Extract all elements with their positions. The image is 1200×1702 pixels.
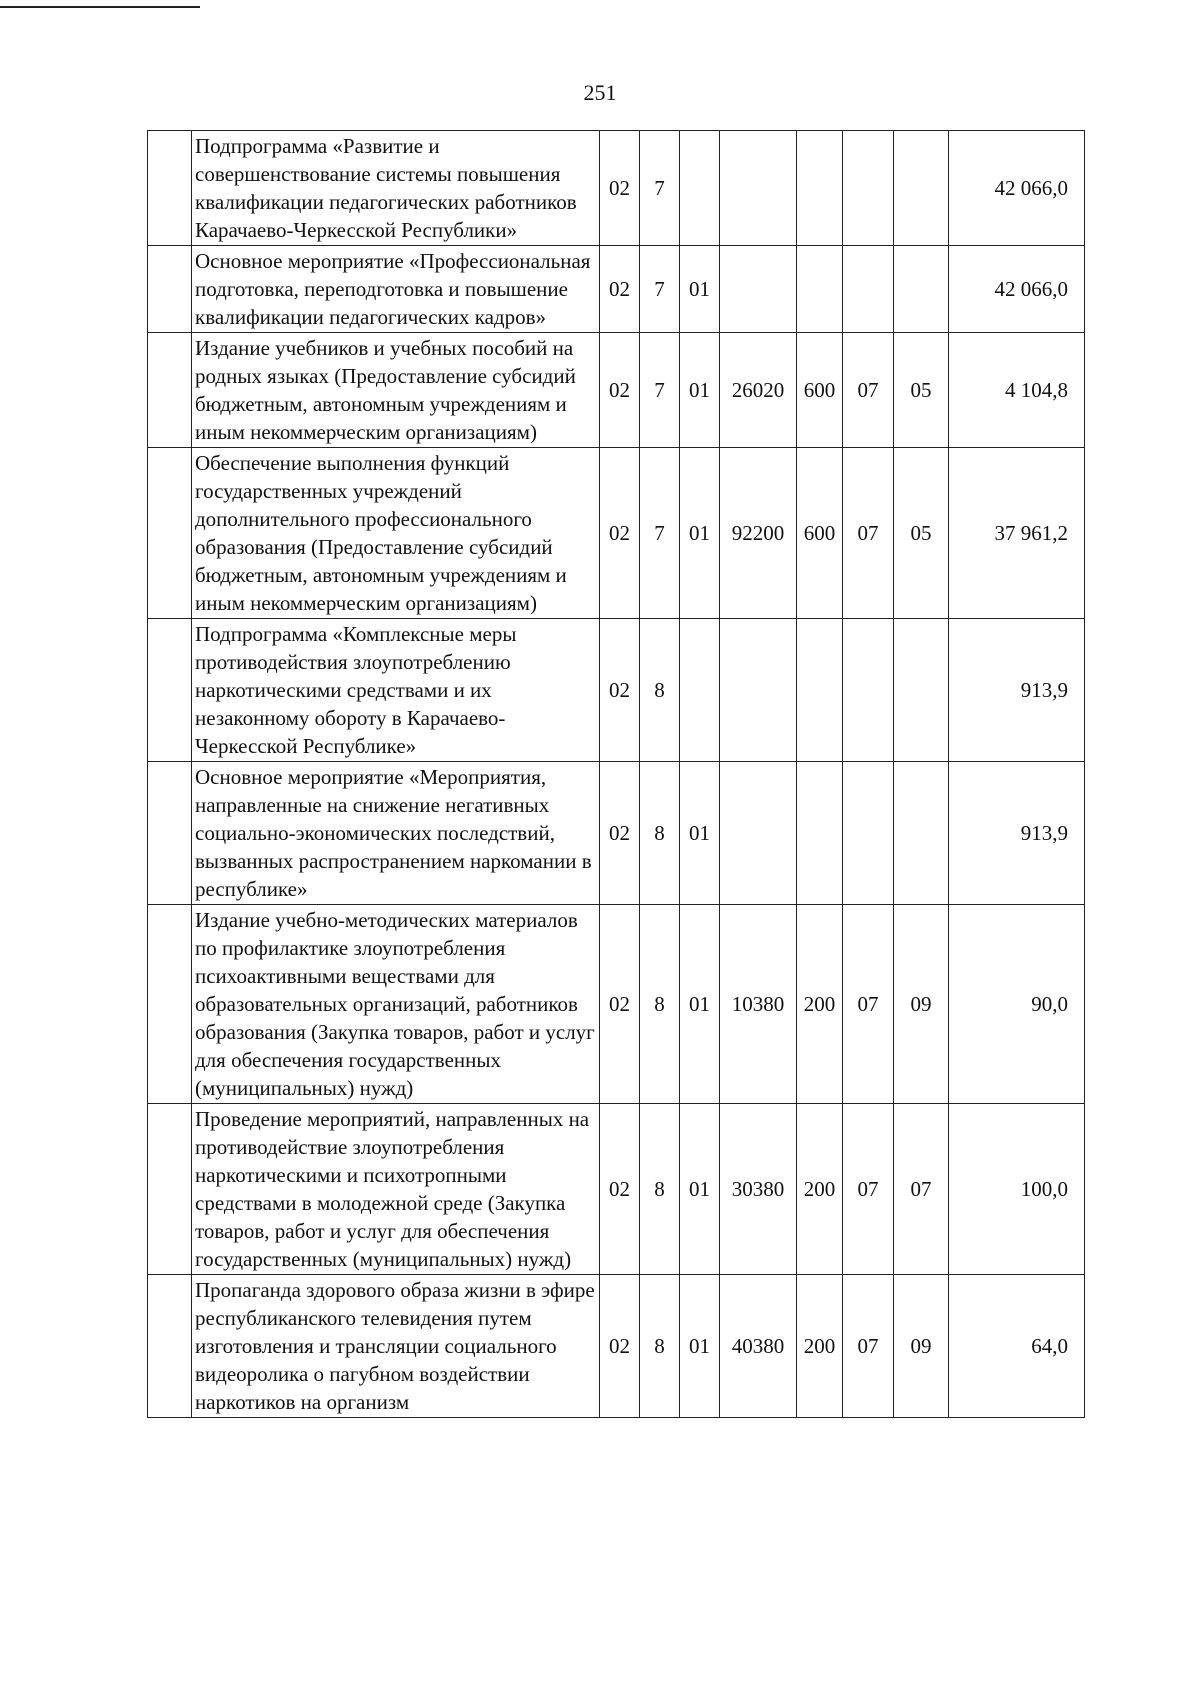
table-row <box>148 333 1085 448</box>
row-amount: 100,0 <box>949 1104 1085 1275</box>
table-row <box>148 246 1085 333</box>
row-blank-cell <box>148 762 192 905</box>
row-code-6 <box>843 762 894 905</box>
row-code-4: 40380 <box>720 1275 797 1418</box>
row-code-4: 92200 <box>720 448 797 619</box>
row-amount: 913,9 <box>949 619 1085 762</box>
row-code-3: 01 <box>680 246 720 333</box>
row-blank-cell <box>148 131 192 246</box>
row-name: Основное мероприятие «Мероприятия, направленные на снижение негативных социально-экономических последствий, вызванных распространением наркомании в республике» <box>192 762 600 905</box>
row-code-6 <box>843 131 894 246</box>
row-code-2: 7 <box>640 131 680 246</box>
row-code-1: 02 <box>600 1104 640 1275</box>
row-code-2: 8 <box>640 905 680 1104</box>
row-code-1: 02 <box>600 333 640 448</box>
row-code-7 <box>894 762 949 905</box>
row-amount: 37 961,2 <box>949 448 1085 619</box>
row-code-6: 07 <box>843 448 894 619</box>
row-code-6: 07 <box>843 1275 894 1418</box>
table-row <box>148 762 1085 905</box>
row-name: Проведение мероприятий, направленных на противодействие злоупотребления наркотическими и психотропными средствами в молодежной среде (Закупка товаров, работ и услуг для обеспечения государственных (муниципальных) нужд) <box>192 1104 600 1275</box>
row-code-4 <box>720 131 797 246</box>
row-amount: 64,0 <box>949 1275 1085 1418</box>
row-code-1: 02 <box>600 448 640 619</box>
row-code-1: 02 <box>600 131 640 246</box>
table-row <box>148 1104 1085 1275</box>
row-code-4 <box>720 619 797 762</box>
row-code-3: 01 <box>680 333 720 448</box>
table-row <box>148 448 1085 619</box>
row-name: Основное мероприятие «Профессиональная подготовка, переподготовка и повышение квалификации педагогических кадров» <box>192 246 600 333</box>
row-code-3: 01 <box>680 1104 720 1275</box>
row-code-4: 26020 <box>720 333 797 448</box>
row-code-5: 200 <box>797 1104 843 1275</box>
row-blank-cell <box>148 1275 192 1418</box>
row-name: Подпрограмма «Комплексные меры противодействия злоупотреблению наркотическими средствами и их незаконному обороту в Карачаево-Черкесской Республике» <box>192 619 600 762</box>
row-amount: 42 066,0 <box>949 246 1085 333</box>
row-code-6: 07 <box>843 333 894 448</box>
row-blank-cell <box>148 333 192 448</box>
row-amount: 4 104,8 <box>949 333 1085 448</box>
row-code-7: 09 <box>894 905 949 1104</box>
row-code-1: 02 <box>600 246 640 333</box>
row-blank-cell <box>148 905 192 1104</box>
row-code-2: 8 <box>640 619 680 762</box>
row-code-5 <box>797 246 843 333</box>
row-code-6: 07 <box>843 905 894 1104</box>
row-name: Подпрограмма «Развитие и совершенствование системы повышения квалификации педагогических работников Карачаево-Черкесской Республики» <box>192 131 600 246</box>
row-code-1: 02 <box>600 762 640 905</box>
row-code-7 <box>894 131 949 246</box>
budget-table <box>147 130 1085 1418</box>
row-code-5 <box>797 131 843 246</box>
row-blank-cell <box>148 1104 192 1275</box>
row-code-5 <box>797 762 843 905</box>
row-code-7 <box>894 619 949 762</box>
row-name: Издание учебников и учебных пособий на родных языках (Предоставление субсидий бюджетным, автономным учреждениям и иным некоммерческим организациям) <box>192 333 600 448</box>
row-code-3: 01 <box>680 762 720 905</box>
row-code-2: 8 <box>640 762 680 905</box>
row-code-4 <box>720 246 797 333</box>
row-amount: 913,9 <box>949 762 1085 905</box>
page-number: 251 <box>583 80 617 105</box>
row-code-2: 7 <box>640 246 680 333</box>
row-code-7: 05 <box>894 333 949 448</box>
row-code-3 <box>680 131 720 246</box>
row-code-6 <box>843 619 894 762</box>
row-code-5 <box>797 619 843 762</box>
row-code-1: 02 <box>600 905 640 1104</box>
table-row <box>148 619 1085 762</box>
row-code-3: 01 <box>680 1275 720 1418</box>
row-code-4: 10380 <box>720 905 797 1104</box>
row-blank-cell <box>148 619 192 762</box>
row-code-4 <box>720 762 797 905</box>
row-blank-cell <box>148 246 192 333</box>
table-row <box>148 905 1085 1104</box>
row-code-2: 8 <box>640 1275 680 1418</box>
row-code-5: 200 <box>797 905 843 1104</box>
row-code-7 <box>894 246 949 333</box>
row-code-3: 01 <box>680 448 720 619</box>
row-code-1: 02 <box>600 619 640 762</box>
row-name: Обеспечение выполнения функций государственных учреждений дополнительного профессионального образования (Предоставление субсидий бюджетным, автономным учреждениям и иным некоммерческим организациям) <box>192 448 600 619</box>
table-row <box>148 131 1085 246</box>
row-code-2: 7 <box>640 448 680 619</box>
row-code-7: 07 <box>894 1104 949 1275</box>
row-code-1: 02 <box>600 1275 640 1418</box>
row-code-4: 30380 <box>720 1104 797 1275</box>
row-code-6: 07 <box>843 1104 894 1275</box>
row-code-3: 01 <box>680 905 720 1104</box>
row-code-5: 200 <box>797 1275 843 1418</box>
table-row <box>148 1275 1085 1418</box>
row-blank-cell <box>148 448 192 619</box>
row-code-2: 7 <box>640 333 680 448</box>
row-code-7: 05 <box>894 448 949 619</box>
row-name: Пропаганда здорового образа жизни в эфире республиканского телевидения путем изготовления и трансляции социального видеоролика о пагубном воздействии наркотиков на организм <box>192 1275 600 1418</box>
table-body <box>148 131 1085 1418</box>
row-amount: 90,0 <box>949 905 1085 1104</box>
row-code-5: 600 <box>797 333 843 448</box>
row-code-3 <box>680 619 720 762</box>
row-code-6 <box>843 246 894 333</box>
row-code-2: 8 <box>640 1104 680 1275</box>
top-rule <box>0 6 200 8</box>
row-code-7: 09 <box>894 1275 949 1418</box>
row-code-5: 600 <box>797 448 843 619</box>
row-amount: 42 066,0 <box>949 131 1085 246</box>
row-name: Издание учебно-методических материалов по профилактике злоупотребления психоактивными веществами для образовательных организаций, работников образования (Закупка товаров, работ и услуг для обеспечения государственных (муниципальных) нужд) <box>192 905 600 1104</box>
